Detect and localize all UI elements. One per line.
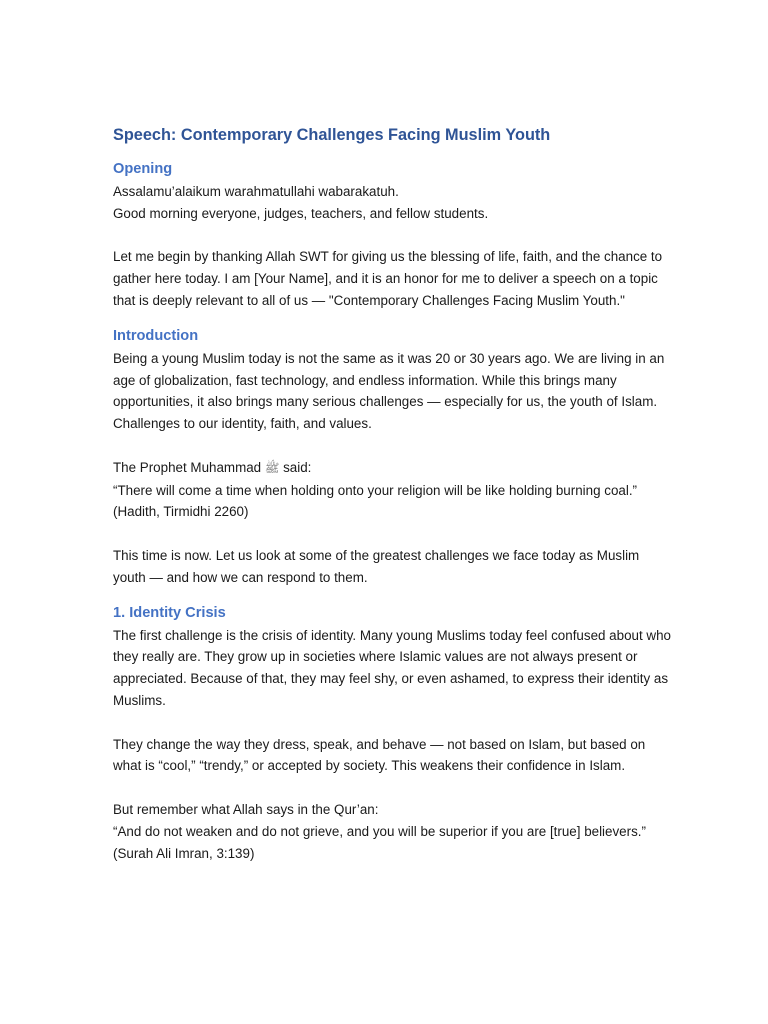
quran-intro-line: But remember what Allah says in the Qur’an: [113, 801, 379, 817]
heading-identity-crisis: 1. Identity Crisis [113, 604, 226, 621]
prophet-line [113, 457, 673, 480]
identity-paragraph-1: The first challenge is the crisis of identity. Many young Muslims today feel confused about who they really are. They grow up in societies where Islamic values are not always present or appreciated. Because of that, they may feel shy, or even ashamed, to express their identity as Muslims. [113, 627, 671, 708]
transition-paragraph: This time is now. Let us look at some of the greatest challenges we face today as Muslim youth — and how we can respond to them. [113, 547, 640, 585]
quran-quote: “And do not weaken and do not grieve, and you will be superior if you are [true] believers.” (Surah Ali Imran, 3:139) [113, 823, 646, 861]
document-title: Speech: Contemporary Challenges Facing Muslim Youth [113, 126, 551, 144]
heading-opening: Opening [113, 161, 173, 177]
opening-paragraph: Let me begin by thanking Allah SWT for giving us the blessing of life, faith, and the chance to gather here today. I am [Your Name], and it is an honor for me to deliver a speech on a topic that is deeply relevant to all of us — "Contemporary Challenges Facing Muslim Youth." [113, 249, 663, 308]
identity-paragraph-2: They change the way they dress, speak, and behave — not based on Islam, but based on what is “cool,” “trendy,” or accepted by society. This weakens their confidence in Islam. [113, 736, 646, 774]
introduction-paragraph: Being a young Muslim today is not the same as it was 20 or 30 years ago. We are living in an age of globalization, fast technology, and endless information. While this brings many opportunities, it also brings many serious challenges — especially for us, the youth of Islam. Challenges to our identity, faith, and values. [113, 350, 665, 432]
hadith-quote: “There will come a time when holding onto your religion will be like holding burning coal.” (Hadith, Tirmidhi 2260) [113, 482, 637, 520]
heading-introduction: Introduction [113, 327, 199, 344]
prophet-line-start: The Prophet Muhammad [113, 459, 262, 475]
salutation-line: Good morning everyone, judges, teachers, and fellow students. [113, 205, 489, 221]
prophet-line-end: said: [283, 459, 312, 475]
greeting-line: Assalamu’alaikum warahmatullahi wabarakatuh. [113, 184, 399, 199]
pbuh-symbol: ﷺ [264, 460, 280, 475]
document-body [113, 124, 673, 864]
